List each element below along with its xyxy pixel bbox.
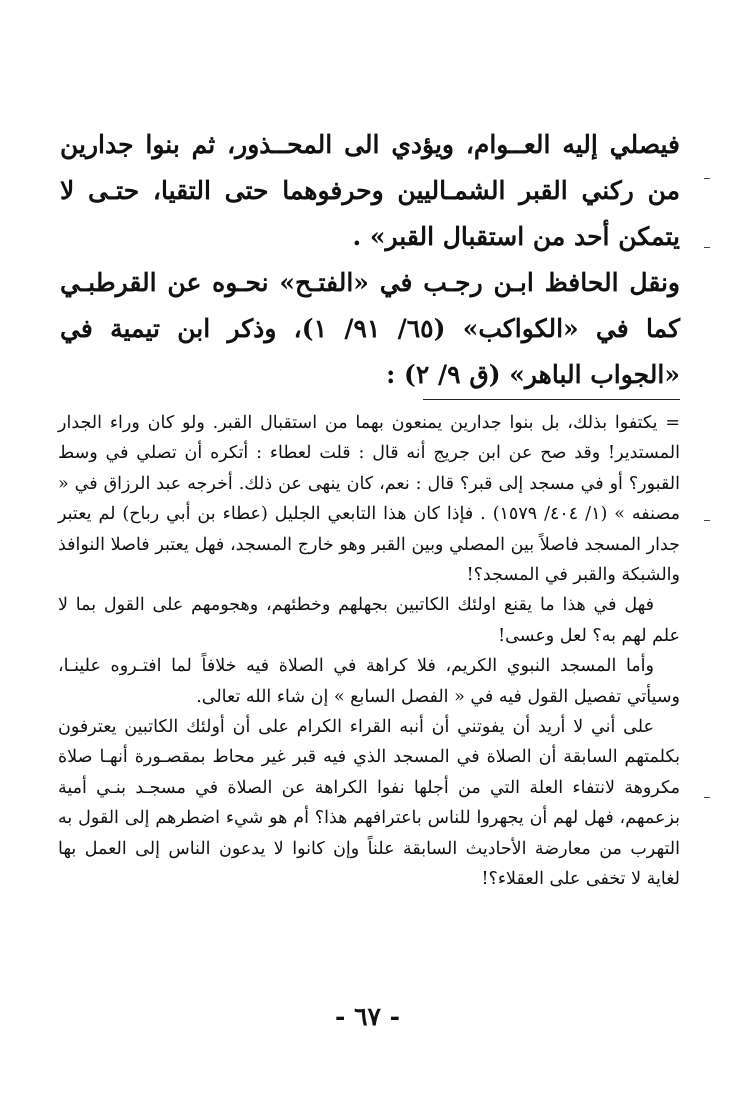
page-number: - ٦٧ - [334,1002,401,1031]
footnote-paragraph: فهل في هذا ما يقنع اولئك الكاتبين بجهلهم وخطئهم، وهجومهم على القول بما لا علم لهم به؟ لعل وعسى! [58,595,680,646]
footnote-paragraph: وأما المسجد النبوي الكريم، فلا كراهة في الصلاة فيه خلافاً لما افتـروه علينـا، وسيأتي تفصيل القول فيه في « الفصل السابع » إن شاء الله تعالى. [58,656,680,707]
main-paragraph: ونقل الحافظ ابـن رجـب في «الفتـح» نحـوه عن القرطبـي كما في «الكواكب» (٦٥/ ٩١/ ١)، وذكر ابن تيمية في «الجواب الباهر» (ق ٩/ ٢) : [60,268,680,389]
margin-mark [704,797,710,798]
main-paragraph: فيصلي إليه العــوام، ويؤدي الى المحــذور، ثم بنوا جدارين من ركني القبر الشمـاليين وحرفوهما حتى التقيا، حتـى لا يتمكن أحد من استقبال القبر» . [60,130,680,251]
footnotes [58,408,680,895]
margin-mark [704,178,710,179]
main-text [60,122,680,398]
footnote-paragraph: على أني لا أريد أن يفوتني أن أنبه القراء الكرام على أن أولئك الكاتبين يعترفون بكلمتهم السابقة أن الصلاة في المسجد الذي فيه قبر غير محاط بمقصـورة أنهـا صلاة مكروهة لانتفاء العلة التي من أجلها نفوا الكراهة عن الصلاة في مسجـد بنـي أمية بزعمهم، فهل لهم أن يجهروا للناس باعترافهم هذا؟ أم هو شيء اضطرهم إلى القول به التهرب من معارضة الأحاديث السابقة علناً وإن كانوا لا يدعون الناس إلى العمل بها لغاية لا تخفى على العقلاء؟! [58,717,680,890]
footnote-divider [423,399,680,400]
margin-mark [704,520,710,521]
margin-mark [704,247,710,248]
footnote-paragraph: = يكتفوا بذلك، بل بنوا جدارين يمنعون بهما من استقبال القبر. ولو كان وراء الجدار المستدير! وقد صح عن ابن جريج أنه قال : قلت لعطاء : أتكره أن تصلي في وسط القبور؟ أو في مسجد إلى قبر؟ قال : نعم، كان ينهى عن ذلك. أخرجه عبد الرزاق في « مصنفه » (١/ ٤٠٤/ ١٥٧٩) . فإذا كان هذا التابعي الجليل (عطاء بن أبي رباح) لم يعتبر جدار المسجد فاصلاً بين المصلي وبين القبر وهو خارج المسجد، فهل يعتبر فاصلا النوافذ والشبكة والقبر في المسجد؟! [58,413,680,586]
